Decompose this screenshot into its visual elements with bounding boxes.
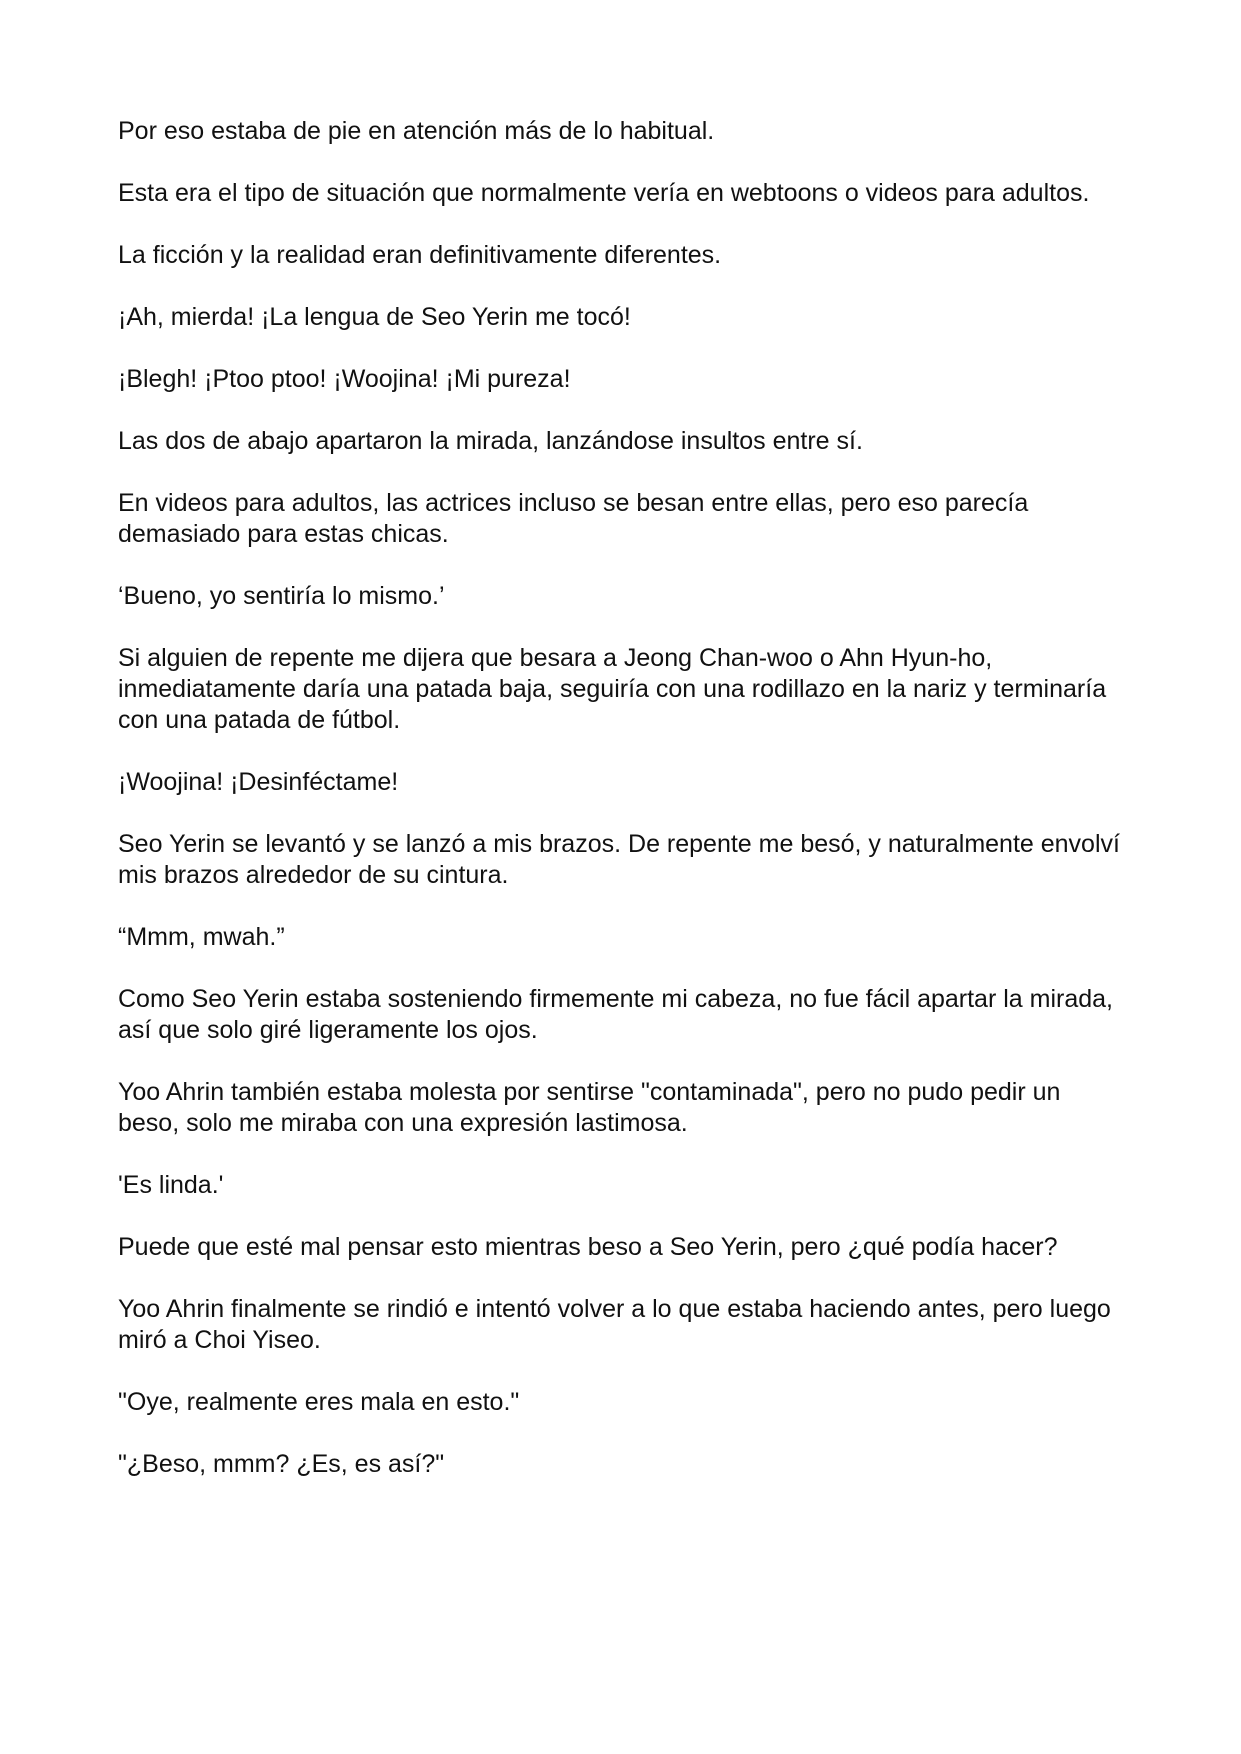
- paragraph: Yoo Ahrin finalmente se rindió e intentó volver a lo que estaba haciendo antes, pero luego miró a Choi Yiseo.: [118, 1295, 1111, 1354]
- paragraph: "Oye, realmente eres mala en esto.": [118, 1388, 520, 1416]
- paragraph: Yoo Ahrin también estaba molesta por sentirse "contaminada", pero no pudo pedir un beso, solo me miraba con una expresión lastimosa.: [118, 1078, 1061, 1137]
- paragraph: Esta era el tipo de situación que normalmente vería en webtoons o videos para adultos.: [118, 179, 1090, 207]
- paragraph: La ficción y la realidad eran definitivamente diferentes.: [118, 241, 722, 269]
- paragraph: Si alguien de repente me dijera que besara a Jeong Chan-woo o Ahn Hyun-ho, inmediatamente daría una patada baja, seguiría con una rodillazo en la nariz y terminaría con una patada de fútbol.: [118, 644, 1107, 734]
- paragraph: Las dos de abajo apartaron la mirada, lanzándose insultos entre sí.: [118, 427, 863, 455]
- paragraph: Seo Yerin se levantó y se lanzó a mis brazos. De repente me besó, y naturalmente envolví mis brazos alrededor de su cintura.: [118, 830, 1120, 889]
- paragraph: “Mmm, mwah.”: [118, 923, 285, 951]
- paragraph: 'Es linda.': [118, 1171, 224, 1199]
- paragraph: ¡Woojina! ¡Desinféctame!: [118, 768, 399, 796]
- paragraph: Por eso estaba de pie en atención más de lo habitual.: [118, 117, 715, 145]
- paragraph: ¡Ah, mierda! ¡La lengua de Seo Yerin me tocó!: [118, 303, 631, 331]
- paragraph: ¡Blegh! ¡Ptoo ptoo! ¡Woojina! ¡Mi pureza!: [118, 365, 571, 393]
- paragraph: "¿Beso, mmm? ¿Es, es así?": [118, 1450, 445, 1478]
- paragraph: Puede que esté mal pensar esto mientras beso a Seo Yerin, pero ¿qué podía hacer?: [118, 1233, 1058, 1261]
- paragraph: Como Seo Yerin estaba sosteniendo firmemente mi cabeza, no fue fácil apartar la mirada, así que solo giré ligeramente los ojos.: [118, 985, 1113, 1044]
- paragraph: ‘Bueno, yo sentiría lo mismo.’: [118, 582, 445, 610]
- body-text: [118, 116, 1128, 1511]
- paragraph: En videos para adultos, las actrices incluso se besan entre ellas, pero eso parecía demasiado para estas chicas.: [118, 489, 1029, 548]
